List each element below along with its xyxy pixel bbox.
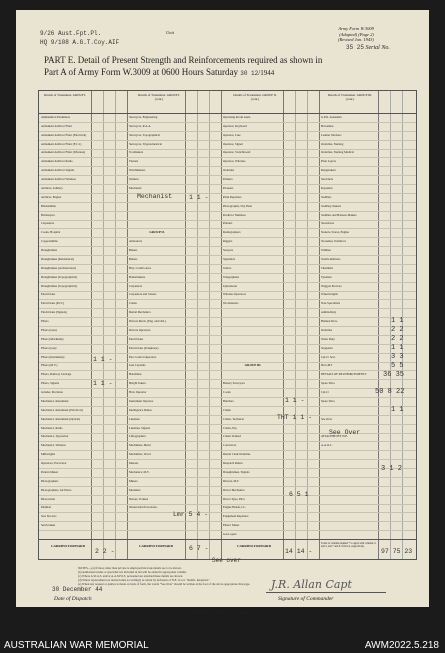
row-label: Intelligence Duties xyxy=(129,408,152,412)
row-label: Ropemen xyxy=(321,186,333,190)
row-label: Surveyors, Engineering xyxy=(129,115,158,119)
row-label: Miners xyxy=(129,479,138,483)
row-label: Draughtsmen, Signals xyxy=(223,470,250,474)
row-label: Clerks xyxy=(129,302,137,306)
row-label: Non-Specialists xyxy=(321,302,340,306)
row-label: Saddlery makers xyxy=(321,204,342,208)
row-label: Saddlers xyxy=(321,195,332,199)
form-sheet xyxy=(16,10,429,615)
row-label: Plumber xyxy=(41,506,52,510)
row-label: Fitters, Signals xyxy=(41,382,60,386)
row-label: Cpl.i/c Sect. xyxy=(321,355,336,359)
row-label: Fire Control Operators xyxy=(129,355,157,359)
strength-table xyxy=(38,90,417,560)
note-c: (c) Where A.W.A.S. and/or A.A.M.W.S. personnel are attached these details are shown. xyxy=(78,574,183,578)
date-of-dispatch-label: Date of Dispatch xyxy=(54,596,92,602)
row-label: Surveyors, R.A.A. xyxy=(129,124,152,128)
clerks-technical-values: THT 1 1 - xyxy=(277,414,313,421)
row-label: Waggon Erectors xyxy=(321,284,342,288)
row-label: DETAILS OF RE-INFORCEMENTS xyxy=(321,373,367,377)
row-label: Mechanics, Radio xyxy=(41,426,63,430)
row-label: Painters xyxy=(223,178,233,182)
row-label: Hatchmen xyxy=(129,373,142,377)
row-label: Riggers xyxy=(223,240,233,244)
spare-dvrs-values: 50 8 22 xyxy=(375,388,405,396)
row-label: Driver Mechanics xyxy=(223,488,245,492)
row-label: Mechanics, Wireless xyxy=(41,444,66,448)
row-label: Sawyers xyxy=(223,249,234,253)
serial-number xyxy=(346,44,390,51)
row-label: Fitters (M.V.) xyxy=(41,364,58,368)
row-label: Draughtsmen (Mechanical) xyxy=(41,257,74,261)
row-label: GROUP III. xyxy=(244,364,262,368)
row-label: Textile Refitters xyxy=(321,257,341,261)
fitters-mv-values: 1 1 - xyxy=(93,380,113,387)
row-label: Operator, Signal xyxy=(223,142,243,146)
row-label: Carpenters xyxy=(129,284,142,288)
row-label: Mechanics, Instrument (Electrical) xyxy=(41,408,83,412)
row-label: Drivers Mech. (Eng. and Ord.) xyxy=(129,320,166,324)
row-label: Upholsterer xyxy=(223,284,238,288)
row-label: Fitters (Instrument) xyxy=(41,355,65,359)
row-label: Armament Artificer Fitter (Wireless) xyxy=(41,151,86,155)
cf-values-2: 6 7 - xyxy=(189,545,209,552)
row-label: Photographers xyxy=(41,479,59,483)
year: /1944 xyxy=(258,69,275,77)
date-handwritten: 30 12 xyxy=(240,70,259,77)
fitters-gen-values: 1 1 - xyxy=(93,356,113,363)
notes-block xyxy=(78,566,250,586)
row-label: Tailors xyxy=(223,266,232,270)
row-label: Orderlies, Nursing Medical xyxy=(321,151,354,155)
spec-water-values: 1 1 xyxy=(391,344,404,352)
row-label: Clerks xyxy=(223,408,231,412)
row-label: Saw Doctors xyxy=(41,515,57,519)
row-label: Pattern Maker xyxy=(41,470,59,474)
row-label: Spare Dvrs. xyxy=(321,382,336,386)
spec-cpl-values: 5 5 xyxy=(391,362,404,370)
row-label: Watchmakers xyxy=(129,169,146,173)
serial-typed: 35 25 xyxy=(346,44,365,51)
carried-forward-1: CARRIED FORWARD xyxy=(51,544,86,548)
row-label: Wheelwrights xyxy=(321,293,338,297)
row-label: Millwrights xyxy=(41,453,56,457)
row-label: Boilermakers xyxy=(129,275,146,279)
row-label: Btry. Comd's Asst. xyxy=(129,266,152,270)
row-label: Draughtsmen (Topographical) xyxy=(41,284,78,288)
row-label: Grinder, Precision xyxy=(41,391,63,395)
row-label: Storemen, Technical xyxy=(321,240,346,244)
row-label: Nurses, Trained xyxy=(129,497,149,501)
row-label: Tyremen xyxy=(321,275,332,279)
row-label: Drivers, M.T. xyxy=(223,479,240,483)
row-label: G.P.O. Assistants xyxy=(321,115,342,119)
row-label: Armament Artificer Fitter (Electrical) xyxy=(41,133,87,137)
row-label: Fitters, Railway Carriage xyxy=(41,373,72,377)
signature-label: Signature of Commander xyxy=(278,596,334,602)
cf-values-3: 14 14 - xyxy=(285,548,313,555)
signature-line xyxy=(266,592,386,593)
row-label: Surveyors, Trigonometrical xyxy=(129,142,162,146)
row-label: Batmen Dvrs. xyxy=(321,320,338,324)
printer-mark: L.H.Q. Press—411—4/43—112m. xyxy=(188,610,251,615)
cf-values-4: 97 75 23 xyxy=(381,548,413,555)
row-label: Blacksmiths xyxy=(41,204,56,208)
row-label: Signallers xyxy=(223,257,235,261)
row-label: Height Takers xyxy=(129,382,146,386)
unit-typed-2: HQ 9/108 A.G.T.Coy.AIF xyxy=(40,39,120,46)
row-label: Lithographers xyxy=(129,435,146,439)
row-label: Bakers xyxy=(129,249,138,253)
row-label: Fitters xyxy=(41,320,49,324)
title-line-2 xyxy=(44,67,274,77)
header-col1: Details of Tradesmen. GROUP I. xyxy=(43,93,87,97)
unit-label: Unit xyxy=(166,30,175,35)
spec-sergeants-values: 3 3 xyxy=(391,353,404,361)
table-header xyxy=(39,91,416,114)
row-label: Wireless Operators xyxy=(223,293,246,297)
row-label: Clerks, Pay xyxy=(223,426,237,430)
row-label: Plate Layers xyxy=(321,160,336,164)
aaoc-values: 3 1 2 xyxy=(381,465,403,473)
note-e: (e) When any request or quiries is made on back of form, the words "See Over" should be written at the foot of the above appropriate this page. xyxy=(78,582,251,586)
note-b: (b) Authorised trades or specialist not included in list will be added in appropriate column. xyxy=(78,570,187,574)
spare-dvrs2-values: 1 1 xyxy=(391,406,404,414)
row-label: Armament Artificer Signals xyxy=(41,169,75,173)
row-label: Orderlies xyxy=(223,169,235,173)
row-label: Machinists, Metal xyxy=(129,444,151,448)
row-label: Mechanics, Typewriter xyxy=(41,435,69,439)
header-col3: Details of Tradesmen. GROUP II. (cont.) xyxy=(233,93,277,101)
row-label: Horsemen xyxy=(321,124,334,128)
row-label: Battery Surveyors xyxy=(223,382,245,386)
row-label: Moulders xyxy=(129,488,141,492)
row-label: Carpenters and Joiners xyxy=(129,293,157,297)
see-over-bottom: See over xyxy=(212,557,241,564)
spec-admin-values: 1 1 xyxy=(391,317,404,325)
row-label: ATTACHED BY W.E. xyxy=(321,435,348,439)
row-label: Fitters (Gen) xyxy=(41,346,57,350)
row-label: Fitters (Gun) xyxy=(41,328,57,332)
row-label: Electricians (M.V.) xyxy=(41,302,64,306)
form-number xyxy=(338,26,374,43)
row-label: Mechanist xyxy=(129,186,142,190)
carried-forward-2: CARRIED FORWARD xyxy=(139,544,174,548)
row-label: Radiographers xyxy=(223,231,241,235)
row-label: Armament Artificer Radio xyxy=(41,160,73,164)
spec-batmen-values: 2 2 xyxy=(391,326,404,334)
row-label: Electricians (Signals) xyxy=(41,311,67,315)
row-label: Ammunition Examiners xyxy=(41,115,70,119)
row-label: Tallmen xyxy=(321,249,331,253)
row-label: Orderlies, Nursing xyxy=(321,142,344,146)
row-label: Telegraphists xyxy=(223,275,239,279)
form-label: Army Form W.3009 xyxy=(338,26,374,31)
spec-orderlies-values: 2 2 xyxy=(391,335,404,343)
header-col4: Details of Tradesmen. GROUP III. (cont.) xyxy=(327,93,373,101)
row-label: Welders xyxy=(129,178,139,182)
row-label: Spare Dvrs. xyxy=(321,399,336,403)
see-over-mid: See Over xyxy=(329,429,361,436)
row-label: Rangetakers xyxy=(321,169,336,173)
row-label: Machinists, Wood xyxy=(129,453,151,457)
row-label: Operators, Excavator xyxy=(41,462,67,466)
row-label: Coppersmiths xyxy=(41,240,58,244)
form-rev: (Revised Jan. 1943) xyxy=(338,37,374,42)
row-label: Stretchers xyxy=(321,178,333,182)
row-label: Clerks, Technical xyxy=(223,417,244,421)
row-label: Armourers xyxy=(129,240,142,244)
row-label: Tinsmiths xyxy=(321,266,333,270)
row-label: Bricklayers xyxy=(41,213,55,217)
row-label: Electricians (Telephone) xyxy=(129,346,159,350)
row-label: Draughtsmen xyxy=(41,249,58,253)
commander-signature: J.R. Allan Capt xyxy=(271,578,352,591)
row-label: Artificer, Artillery xyxy=(41,186,63,190)
row-label: See Over xyxy=(321,417,333,421)
row-label: Woodturners xyxy=(223,302,239,306)
row-label: Equipment Repairers xyxy=(223,515,249,519)
row-label: Dental Clerk Orderlies xyxy=(223,453,251,457)
row-label: Draughtsmen (Architectural) xyxy=(41,266,76,270)
mechanics-mv-values: Lmr 5 4 - xyxy=(173,511,209,518)
row-label: Operator, Switchboard xyxy=(223,151,251,155)
row-label: Operator, Line xyxy=(223,133,241,137)
row-label: Predictor Numbers xyxy=(223,213,246,217)
row-label: Stokers, Stores, Engine xyxy=(321,231,349,235)
row-label: Driver Type, Pilot xyxy=(223,497,245,501)
carried-forward-3: CARRIED FORWARD xyxy=(237,544,272,548)
row-label: Electricians xyxy=(129,337,144,341)
row-label: Concretors xyxy=(223,444,237,448)
row-label: Electricians xyxy=(41,293,56,297)
drivers-mt-values: 6 5 1 xyxy=(289,491,309,498)
date-of-dispatch-value: 30 December 44 xyxy=(52,586,103,593)
totals-note: Totals of columns marked * to agree with columns 4 and 5, and 7 and 8 of Part A, respectively. xyxy=(321,542,376,548)
serial-label: Serial No. xyxy=(365,45,390,51)
row-label: Servicemen xyxy=(41,524,56,528)
row-label: Despatch Riders xyxy=(223,462,243,466)
row-label: Fitters' Mates xyxy=(223,524,240,528)
row-label: Pioneers xyxy=(223,186,234,190)
row-label: GROUP II. xyxy=(149,231,165,235)
row-label: Admin.Duty xyxy=(321,311,337,315)
row-label: Operator, Keyboard xyxy=(223,124,247,128)
row-label: Masons xyxy=(129,462,139,466)
row-label: Fitters (Machinist) xyxy=(41,337,64,341)
row-label: Mechanics, Instrument xyxy=(41,399,69,403)
row-label: Draughtsmen (Topographical) xyxy=(41,275,78,279)
row-label: Sergeants xyxy=(321,346,333,350)
row-label: Instrument Operator xyxy=(129,399,154,403)
row-label: Mechanics, Instrument (Optical) xyxy=(41,417,81,421)
row-label: Gun Captains xyxy=(129,364,146,368)
row-label: Drivers Operators xyxy=(129,328,151,332)
row-label: Butchers xyxy=(223,399,234,403)
row-label: Operating Room Assts. xyxy=(223,115,251,119)
row-label: A.A.O.C. xyxy=(321,444,333,448)
note-a: NOTES.—(a) If more other than private is employed his trade details are to be shown. xyxy=(78,566,182,570)
row-label: Leather Stitchers xyxy=(321,133,342,137)
row-label: Engine Hands, I.C. xyxy=(223,506,246,510)
row-label: Water Duty xyxy=(321,337,335,341)
row-label: Dvrs.MT xyxy=(321,364,333,368)
spec-dvrs-values: 36 35 xyxy=(383,371,405,379)
clerks-values: 1 1 - xyxy=(285,397,305,404)
row-label: Armament Artificer Fitter (F.C.I.) xyxy=(41,142,82,146)
cf-values-1: 2 2 - xyxy=(95,548,115,555)
row-label: Dental Mechanics xyxy=(129,311,151,315)
title-line-1: PART E. Detail of Present Strength and Reinforcements required as shown in xyxy=(44,55,323,65)
row-label: Cooks xyxy=(223,391,231,395)
row-label: Cpl.i/c xyxy=(321,391,330,395)
row-label: Saddlers and Harness Makers xyxy=(321,213,357,217)
row-label: Surveyors, Topographical xyxy=(129,133,160,137)
note-d: (d) Where replacement not desired units accordingly as return by inclusion of N.E. in col. "Reinfs. Required." xyxy=(78,578,210,582)
row-label: Armament Artificer Wireless xyxy=(41,178,76,182)
archive-name: AUSTRALIAN WAR MEMORIAL xyxy=(4,640,149,651)
row-label: Linemen, Signals xyxy=(129,426,150,430)
row-label: Turners xyxy=(129,160,139,164)
title-line-2-text: Part A of Army Form W.3009 at 0600 Hours Saturday xyxy=(44,67,238,77)
row-label: Armament Artificer Fitter xyxy=(41,124,72,128)
unit-typed-1: 9/26 Aust.Fpt.Pl. xyxy=(40,30,102,37)
row-label: Toolmakers xyxy=(129,151,144,155)
row-label: Plant Repairers xyxy=(223,195,242,199)
row-label: Linemen xyxy=(129,417,140,421)
row-label: Observation Post Assts. xyxy=(129,506,158,510)
row-label: Cooks, Hospital xyxy=(41,231,61,235)
row-label: Mechanics, M.V. xyxy=(129,470,150,474)
header-col2: Details of Tradesmen. GROUP I. (cont.) xyxy=(137,93,181,101)
mechanist-values: 1 1 - xyxy=(189,194,209,201)
row-label: Gas Layers xyxy=(223,533,237,537)
row-label: Holo Operator xyxy=(129,391,147,395)
row-label: Orderlies xyxy=(321,328,333,332)
row-label: Photowriter xyxy=(41,497,56,501)
archive-id: AWM2022.5.218 xyxy=(364,640,439,651)
row-label: Carpenters xyxy=(41,222,54,226)
row-label: Stevedores xyxy=(321,222,335,226)
row-label: Artificer, Engine xyxy=(41,195,62,199)
row-label: Operator, Wireless xyxy=(223,160,246,164)
row-label: Photographers, Air Photo xyxy=(41,488,72,492)
row-label: Bakers xyxy=(129,257,138,261)
row-label: Printers xyxy=(223,222,233,226)
row-label: Clerks Trained xyxy=(223,435,241,439)
form-sub: (Adapted) (Page 2) xyxy=(339,31,374,37)
mechanist-entry: Mechanist xyxy=(137,193,173,200)
row-label: Photographer, Dry Plate xyxy=(223,204,252,208)
